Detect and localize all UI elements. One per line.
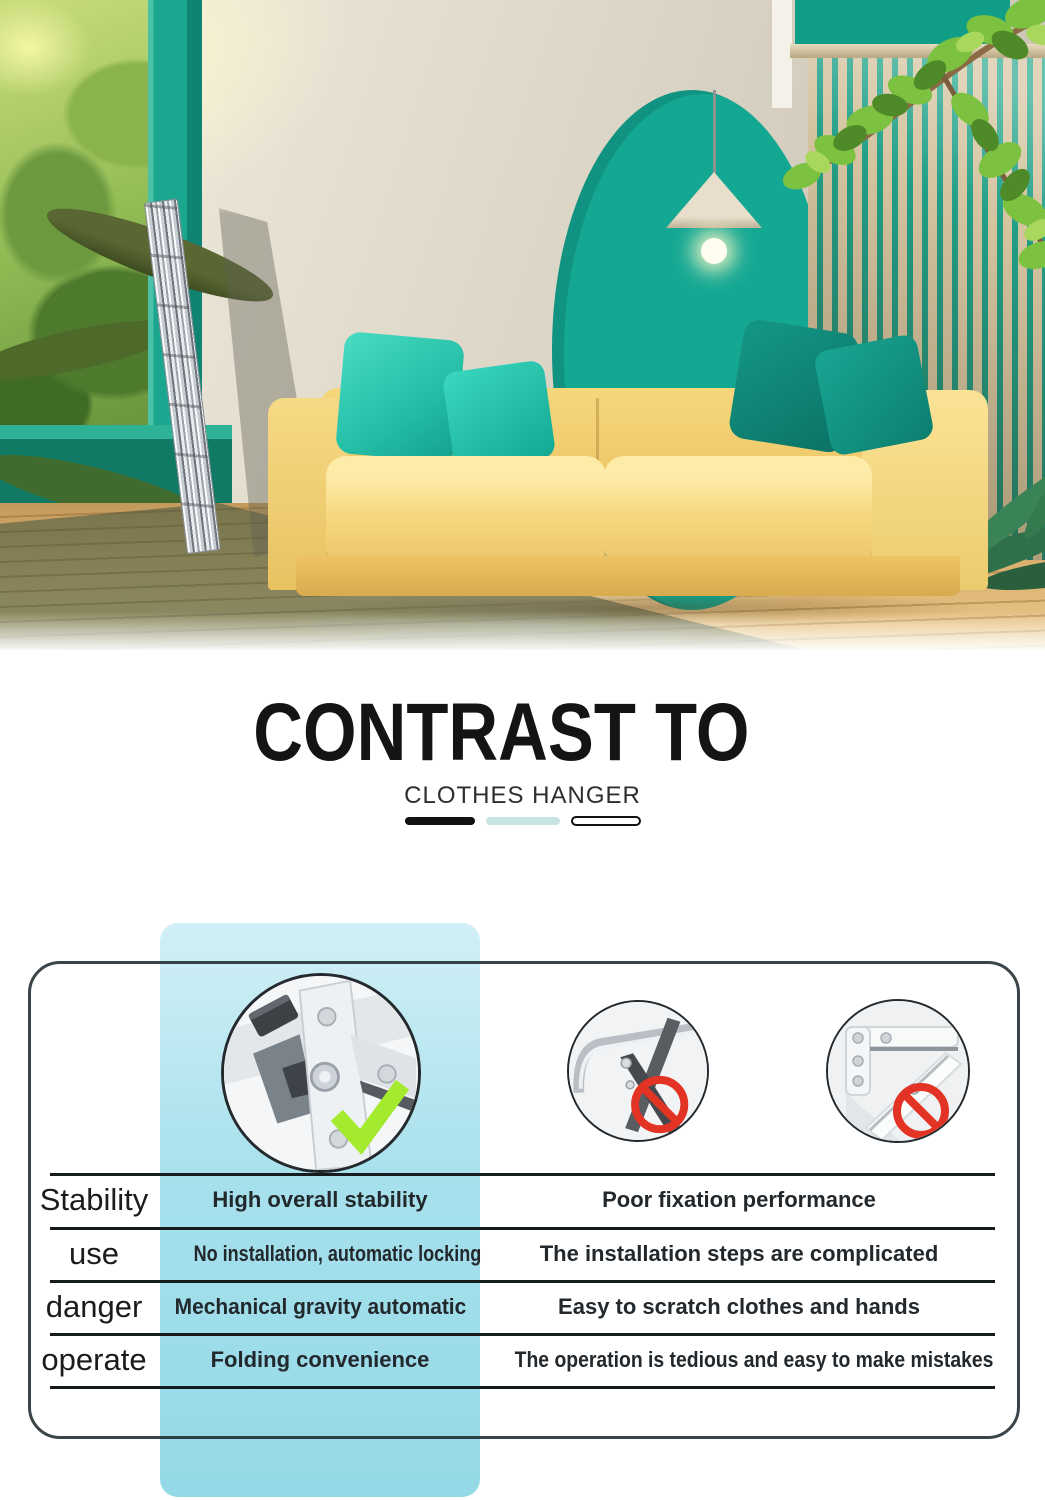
table-rule (50, 1386, 995, 1389)
ivy-vine (640, 0, 1045, 300)
theirs-cell: The installation steps are complicated (539, 1241, 939, 1266)
theirs-cell: The operation is tedious and easy to make mistakes (514, 1347, 994, 1372)
page-title-text: CONTRAST TO (253, 687, 750, 778)
photo-bottom-fade (0, 612, 1045, 660)
divider-bar-tinted (486, 817, 560, 825)
divider-bars (0, 816, 1045, 826)
table-row (0, 1230, 1045, 1278)
competitor-joint-image (567, 1000, 709, 1142)
page-title (0, 687, 1045, 778)
theirs-cell: Poor fixation performance (602, 1187, 876, 1212)
lifestyle-photo (0, 0, 1045, 660)
page-subtitle: CLOTHES HANGER (404, 782, 641, 809)
sofa-cushion-right (604, 456, 872, 560)
row-label: Stability (39, 1182, 149, 1217)
sofa-seam (596, 398, 599, 468)
divider-bar-solid (405, 817, 475, 825)
table-row (0, 1336, 1045, 1384)
product-lock-closeup-image (221, 973, 421, 1173)
ours-cell: Folding convenience (210, 1347, 430, 1372)
table-row (0, 1283, 1045, 1331)
teal-pillow (442, 359, 557, 470)
sofa-cushion-left (326, 456, 606, 560)
competitor-bracket-image (826, 999, 970, 1143)
row-label: danger (45, 1289, 143, 1324)
ours-cell: Mechanical gravity automatic (174, 1294, 466, 1319)
sofa-base (296, 556, 960, 596)
dark-teal-pillow (813, 333, 935, 457)
row-label: use (69, 1236, 119, 1271)
ours-cell: High overall stability (212, 1187, 428, 1212)
theirs-cell: Easy to scratch clothes and hands (558, 1294, 920, 1319)
ours-cell: No installation, automatic locking (193, 1241, 482, 1266)
row-label: operate (41, 1342, 147, 1377)
divider-bar-outline (571, 816, 641, 826)
table-row (0, 1176, 1045, 1224)
